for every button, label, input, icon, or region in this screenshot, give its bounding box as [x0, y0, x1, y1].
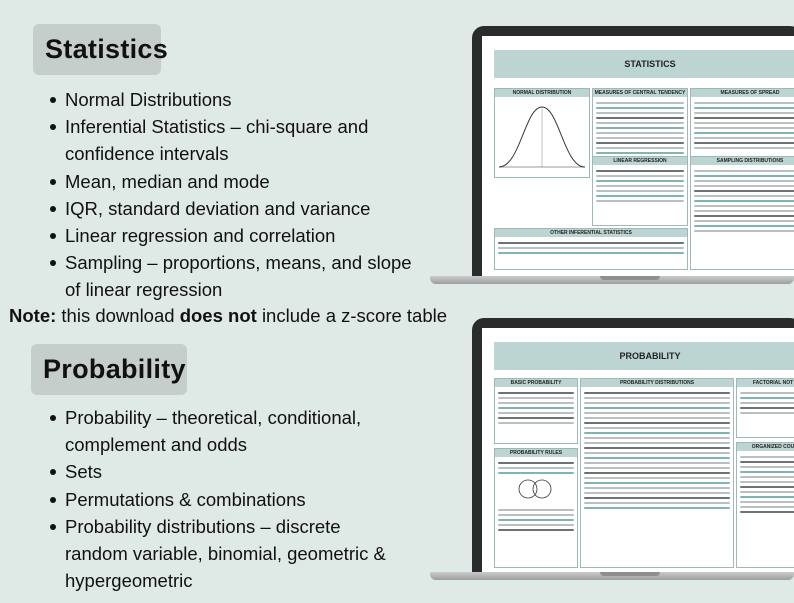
panel-probability-distributions — [580, 378, 734, 568]
probability-laptop-mockup — [430, 318, 794, 582]
panel-basic-probability — [494, 378, 578, 444]
panel-title: FACTORIAL NOT — [737, 379, 794, 387]
panel-title: MEASURES OF SPREAD — [691, 89, 794, 97]
laptop-notch — [600, 276, 660, 280]
statistics-heading: Statistics — [33, 24, 161, 75]
note-text-after: include a z-score table — [261, 305, 448, 326]
statistics-topic-list — [48, 86, 418, 304]
list-item: Linear regression and correlation — [48, 222, 418, 249]
list-item: Sets — [48, 458, 388, 485]
list-item: Mean, median and mode — [48, 168, 418, 195]
panel-linear-regression — [592, 156, 688, 226]
probability-topic-list — [48, 404, 388, 594]
laptop-notch — [600, 572, 660, 576]
statistics-laptop-mockup — [430, 26, 794, 288]
panel-factorial-notation — [736, 378, 794, 438]
normal-curve-icon — [495, 97, 589, 177]
list-item: Normal Distributions — [48, 86, 418, 113]
list-item: IQR, standard deviation and variance — [48, 195, 418, 222]
panel-normal-distribution — [494, 88, 590, 178]
list-item: Inferential Statistics – chi-square and confidence intervals — [48, 113, 418, 167]
list-item: Probability – theoretical, conditional, complement and odds — [48, 404, 388, 458]
panel-organized-counting — [736, 442, 794, 568]
list-item: Sampling – proportions, means, and slope of linear regression — [48, 249, 418, 303]
list-item: Permutations & combinations — [48, 486, 388, 513]
panel-other-inferential-statistics — [494, 228, 688, 270]
panel-title: PROBABILITY DISTRIBUTIONS — [581, 379, 733, 387]
panel-title: ORGANIZED COU — [737, 443, 794, 451]
note-label: Note: — [9, 305, 57, 326]
panel-sampling-distributions — [690, 156, 794, 270]
venn-diagram-icon — [498, 477, 574, 501]
list-item: Probability distributions – discrete random variable, binomial, geometric & hypergeometric — [48, 513, 388, 595]
sheet-title: PROBABILITY — [494, 342, 794, 370]
panel-title: SAMPLING DISTRIBUTIONS — [691, 157, 794, 165]
panel-title: OTHER INFERENTIAL STATISTICS — [495, 229, 687, 237]
note-line — [9, 305, 447, 327]
panel-probability-rules — [494, 448, 578, 568]
panel-title: NORMAL DISTRIBUTION — [495, 89, 589, 97]
sheet-title: STATISTICS — [494, 50, 794, 78]
panel-title: MEASURES OF CENTRAL TENDENCY — [594, 90, 686, 96]
note-emphasis: does not — [179, 305, 257, 326]
laptop-screen — [482, 328, 794, 572]
panel-title: LINEAR REGRESSION — [593, 157, 687, 165]
probability-heading: Probability — [31, 344, 187, 395]
panel-title: BASIC PROBABILITY — [495, 379, 577, 387]
panel-title: PROBABILITY RULES — [495, 449, 577, 457]
laptop-screen — [482, 36, 794, 276]
note-text-before: this download — [61, 305, 175, 326]
